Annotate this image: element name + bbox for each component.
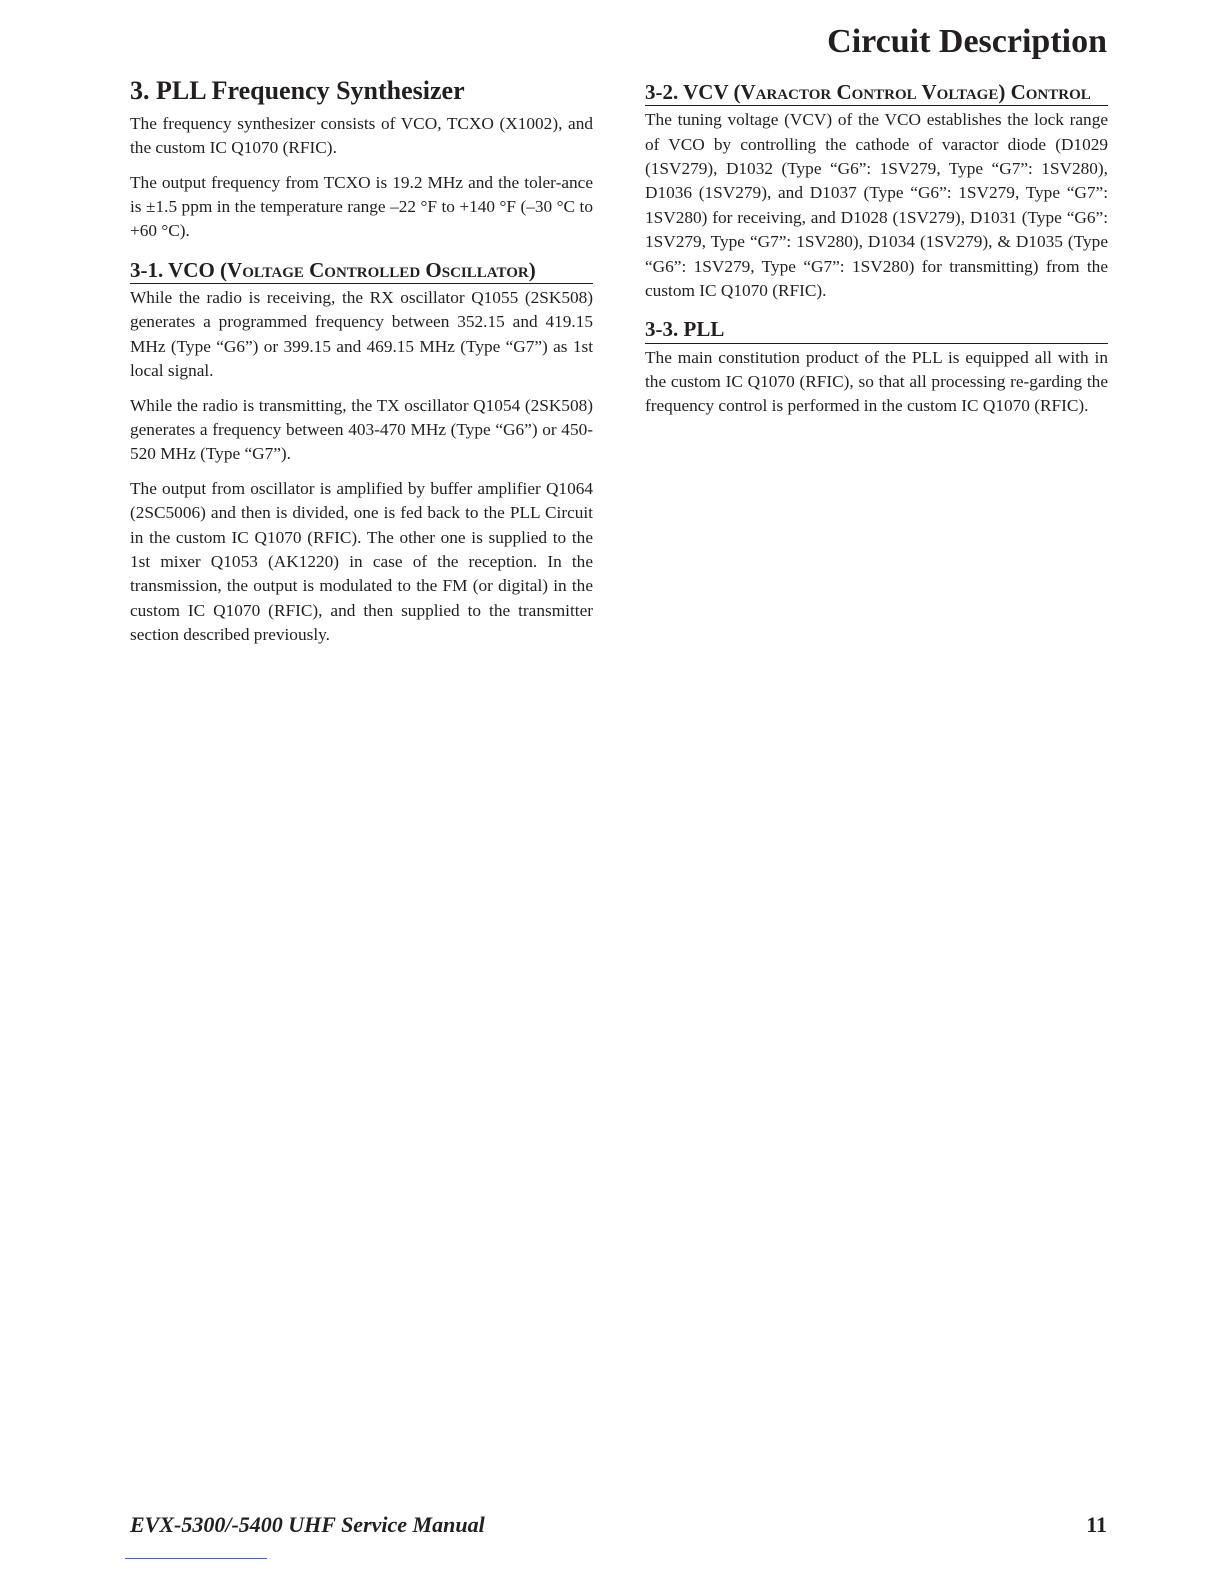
intro-paragraph-1: The frequency synthesizer consists of VCO, TCXO (X1002), and the custom IC Q1070 (RFIC). (130, 113, 593, 158)
subsection-heading-vco: 3-1. VCO (Voltage Controlled Oscillator) (130, 258, 593, 284)
vco-paragraph-3: The output from oscillator is amplified by buffer amplifier Q1064 (2SC5006) and then is divided, one is fed back to the PLL Circuit in the custom IC Q1070 (RFIC). The other one is supplied to the 1st mixer Q1053 (AK1220) in case of the reception. In the transmission, the output is modulated to the FM (or digital) in the custom IC Q1070 (RFIC), and then supplied to the transmitter section described previously. (130, 478, 593, 645)
footer-manual-title: EVX-5300/-5400 UHF Service Manual (130, 1512, 485, 1537)
left-column (130, 74, 593, 658)
vco-paragraph-2: While the radio is transmitting, the TX oscillator Q1054 (2SK508) generates a frequency between 403-470 MHz (Type “G6”) or 450-520 MHz (Type “G7”). (130, 395, 593, 464)
vco-paragraph-1: While the radio is receiving, the RX oscillator Q1055 (2SK508) generates a programmed frequency between 352.15 and 419.15 MHz (Type “G6”) or 399.15 and 469.15 MHz (Type “G7”) as 1st local signal. (130, 288, 593, 381)
section-title-pll-synthesizer: 3. PLL Frequency Synthesizer (130, 76, 465, 105)
right-column (645, 74, 1108, 429)
vcv-paragraph: The tuning voltage (VCV) of the VCO establishes the lock range of VCO by controlling the cathode of varactor diode (D1029 (1SV279), D1032 (Type “G6”: 1SV279, Type “G7”: 1SV280), D1036 (1SV279), and D1037 (Type “G6”: 1SV279, Type “G7”: 1SV280) for receiving, and D1028 (1SV279), D1031 (Type “G6”: 1SV279, Type “G7”: 1SV280), D1034 (1SV279), & D1035 (Type “G6”: 1SV279, Type “G7”: 1SV280) for transmitting) from the custom IC Q1070 (RFIC). (645, 110, 1108, 301)
footer-divider (125, 1558, 267, 1559)
page-header-title: Circuit Description (827, 23, 1107, 60)
pll-paragraph: The main constitution product of the PLL is equipped all with in the custom IC Q1070 (RFIC), so that all processing re-garding the frequency control is performed in the custom IC Q1070 (RFIC). (645, 347, 1108, 416)
footer-page-number: 11 (1086, 1512, 1107, 1537)
intro-paragraph-2: The output frequency from TCXO is 19.2 MHz and the toler-ance is ±1.5 ppm in the temperature range –22 °F to +140 °F (–30 °C to +60 °C). (130, 172, 593, 241)
subsection-heading-pll: 3-3. PLL (645, 317, 1108, 343)
subsection-heading-vcv: 3-2. VCV (Varactor Control Voltage) Control (645, 80, 1108, 106)
